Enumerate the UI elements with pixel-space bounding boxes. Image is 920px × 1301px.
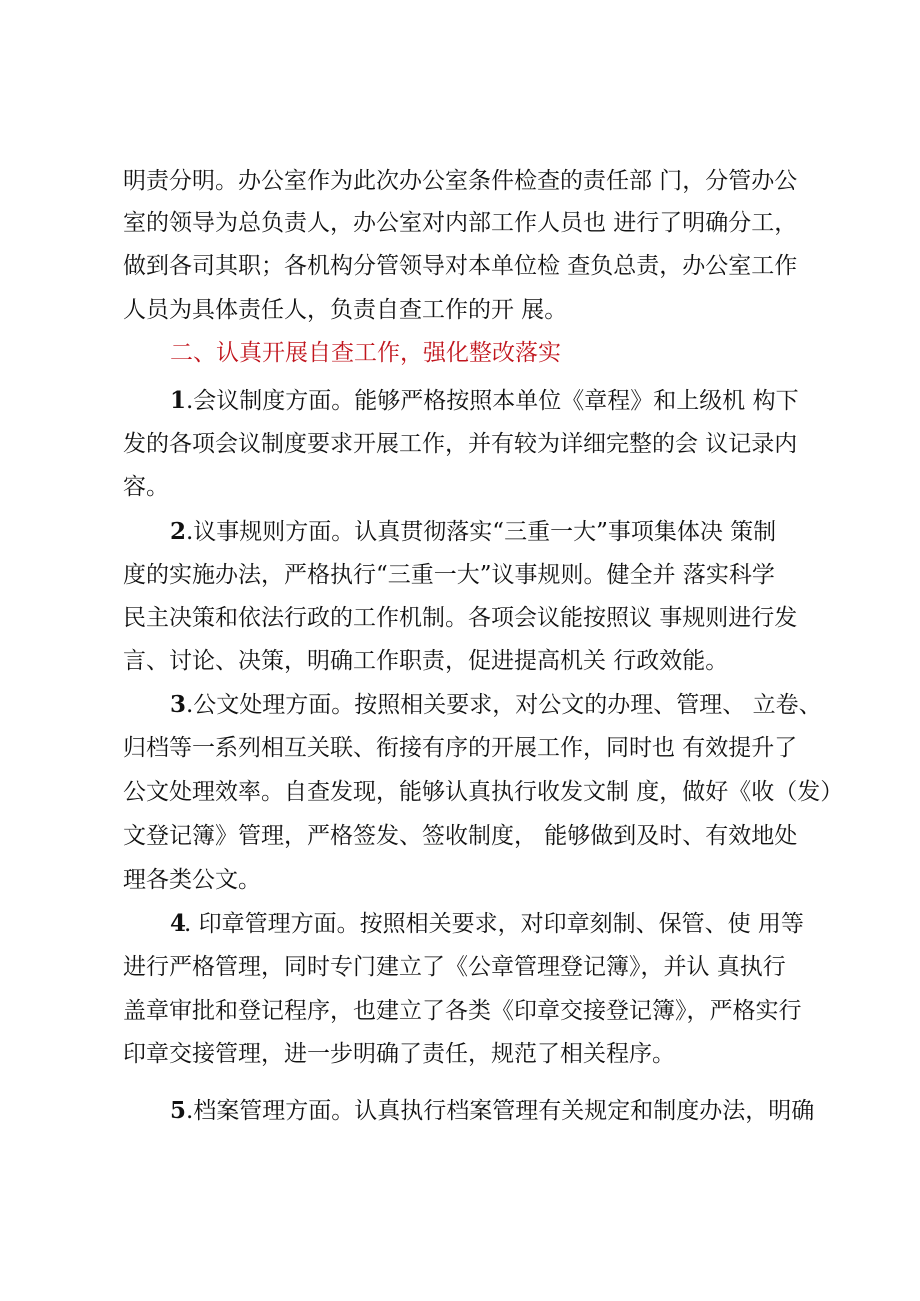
paragraph-line: 室的领导为总负责人，办公室对内部工作人员也 进行了明确分工，	[123, 210, 798, 236]
paragraph-line: 明责分明。办公室作为此次办公室条件检查的责任部 门，分管办公	[123, 168, 798, 194]
paragraph-line: 理各类公文。	[123, 867, 261, 893]
item-number: 3	[170, 691, 187, 718]
item-number: 4	[170, 910, 187, 937]
paragraph-line: 公文处理效率。自查发现，能够认真执行收发文制 度，做好《收（发）	[123, 779, 844, 805]
paragraph-line: 2 .议事规则方面。认真贯彻落实“三重一大”事项集体决 策制	[0, 511, 920, 553]
paragraph-line: 度的实施办法，严格执行“三重一大”议事规则。健全并 落实科学	[123, 562, 775, 588]
paragraph-line: 做到各司其职；各机构分管领导对本单位检 查负总责，办公室工作	[123, 253, 798, 279]
item-number: 1	[170, 387, 187, 414]
paragraph-line: 3 .公文处理方面。按照相关要求，对公文的办理、管理、 立卷、	[0, 684, 920, 726]
paragraph-line: 印章交接管理，进一步明确了责任，规范了相关程序。	[123, 1041, 675, 1067]
paragraph-line: 文登记簿》管理，严格签发、签收制度， 能够做到及时、有效地处	[123, 823, 798, 849]
paragraph-line: 容。	[123, 474, 169, 500]
paragraph-line: 人员为具体责任人，负责自查工作的开 展。	[123, 297, 568, 323]
item-number: 5	[170, 1097, 187, 1124]
paragraph-line: 进行严格管理，同时专门建立了《公章管理登记簿》，并认 真执行	[123, 954, 786, 980]
paragraph-line: 5 .档案管理方面。认真执行档案管理有关规定和制度办法，明确	[0, 1090, 920, 1132]
item-number: 2	[170, 518, 187, 545]
paragraph-line: 归档等一系列相互关联、衔接有序的开展工作，同时也 有效提升了	[123, 735, 798, 761]
paragraph-line: 民主决策和依法行政的工作机制。各项会议能按照议 事规则进行发	[123, 605, 798, 631]
paragraph-line: 1 .会议制度方面。能够严格按照本单位《章程》和上级机 构下	[0, 380, 920, 422]
paragraph-line: 发的各项会议制度要求开展工作，并有较为详细完整的会 议记录内	[123, 431, 798, 457]
paragraph-line: 言、讨论、决策，明确工作职责，促进提高机关 行政效能。	[123, 648, 729, 674]
paragraph-line: 盖章审批和登记程序，也建立了各类《印章交接登记簿》，严格实行	[123, 998, 802, 1024]
paragraph-line: 4 . 印章管理方面。按照相关要求，对印章刻制、保管、使 用等	[0, 903, 920, 945]
section-heading: 二、认真开展自查工作，强化整改落实	[170, 340, 561, 366]
